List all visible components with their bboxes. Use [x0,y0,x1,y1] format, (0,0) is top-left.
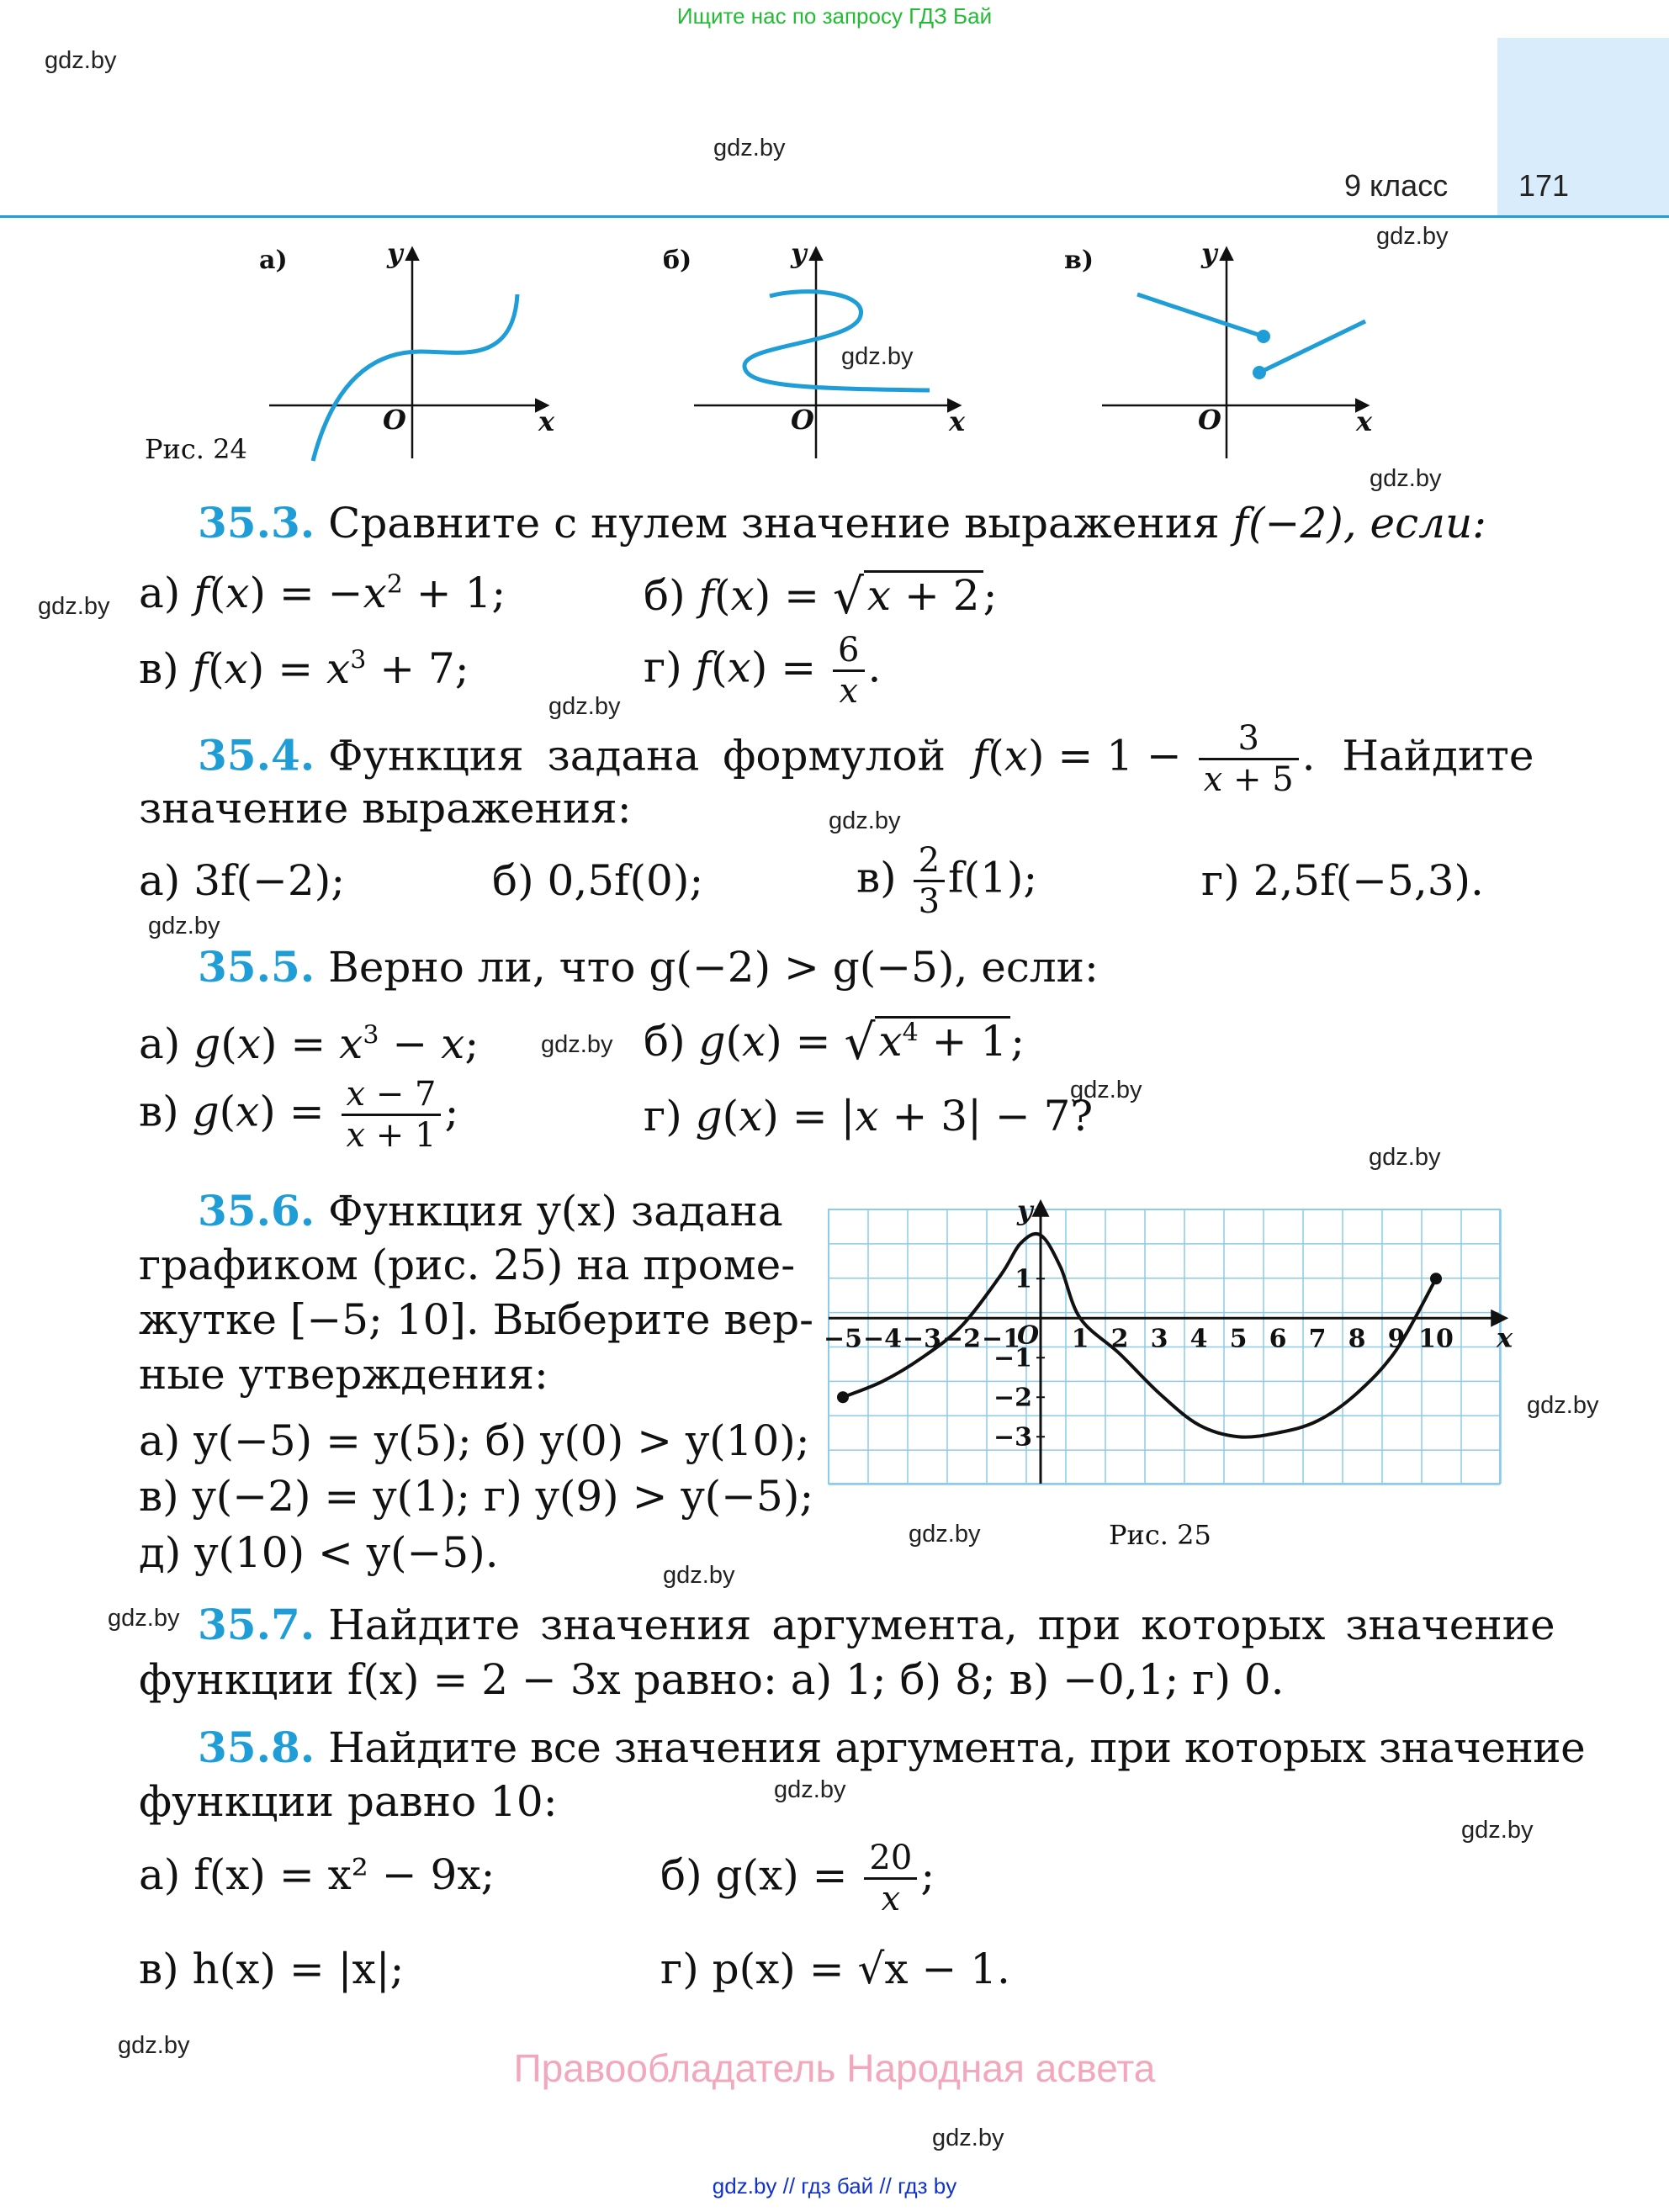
watermark: gdz.by [1461,1817,1534,1844]
watermark: gdz.by [1376,223,1449,250]
problem-35-6-opt2: в) y(−2) = y(1); г) y(9) > y(−5); [139,1472,814,1521]
problem-35-6-line4: ные утверждения: [139,1350,548,1399]
figure-24 [0,227,1669,471]
bottom-links[interactable]: gdz.by // гдз бай // гдз by [712,2173,957,2199]
problem-35-3-g: г) f(x) = $\frac{6}{x}$ . [644,631,882,711]
x-tick-label: 9 [1387,1324,1406,1354]
fig24-caption: Рис. 24 [145,433,247,465]
y-tick-label: −3 [993,1422,1032,1453]
watermark: gdz.by [118,2032,190,2059]
problem-35-7-text: Найдите значения аргумента, при которых значение [328,1601,1555,1649]
option-label: а) [139,1019,181,1068]
x-tick-label: −4 [862,1324,903,1354]
watermark: gdz.by [932,2125,1004,2151]
problem-35-5-g: г) g(x) = |x + 3| − 7? [644,1092,1094,1140]
top-banner[interactable]: Ищите нас по запросу ГДЗ Бай [676,3,993,29]
option-label: б) [644,1017,686,1066]
problem-35-6-text: Функция y(x) задана [328,1187,783,1236]
x-tick-label: 5 [1229,1324,1248,1354]
x-tick-label: 1 [1071,1324,1089,1354]
x-tick-label: −3 [902,1324,942,1354]
watermark: gdz.by [1527,1392,1599,1419]
figure-25-svg [820,1193,1513,1563]
option-label: в) [139,1087,179,1136]
problem-35-6-line3: жутке [−5; 10]. Выберите вер- [139,1295,814,1344]
fig24c-label: в) [1064,246,1094,275]
problem-35-3-heading [198,498,1486,548]
problem-35-3-a: а) $f(x) = -x^2 + 1$; [139,569,506,617]
fig24c-point-right [1253,366,1266,379]
series-endpoint [837,1391,849,1403]
header-rule [0,215,1669,218]
problem-35-8-line2: функции равно 10: [139,1777,558,1826]
problem-35-4-line2: значение выражения: [139,784,632,833]
problem-35-3-b: б) f(x) = √x + 2; [644,568,998,625]
x-tick-label: 8 [1348,1324,1366,1354]
y-tick-label: 1 [1015,1264,1032,1294]
watermark: gdz.by [1070,1077,1142,1103]
x-tick-label: 10 [1418,1324,1454,1354]
problem-35-4-heading: 35.4. Функция задана формулой f(x) = 1 − $\frac{3}{x + 5}$ . Найдите [198,719,1534,799]
option-label: б) g(x) = [660,1850,848,1900]
problem-35-4-find: Найдите [1342,731,1534,781]
figure-25 [820,1193,1513,1563]
y-tick-label: −2 [993,1383,1032,1413]
problem-35-3-text: Сравните с нулем значение выражения [328,499,1220,548]
watermark: gdz.by [548,693,621,720]
option-rest: f(1); [948,853,1038,902]
watermark: gdz.by [108,1605,180,1632]
fig24c-y-label: y [1201,237,1217,269]
watermark: gdz.by [148,913,220,939]
fig24a-y-label: y [387,237,403,269]
y-axis-label: y [1017,1194,1033,1226]
copyright-notice: Правообладатель Народная асвета [513,2046,1156,2090]
x-axis-label: x [1497,1321,1513,1354]
x-tick-label: −5 [823,1324,863,1354]
option-label: б) [644,571,686,620]
problem-35-8-v: в) h(x) = |x|; [139,1945,405,1993]
watermark: gdz.by [45,47,117,74]
watermark: gdz.by [909,1521,981,1548]
watermark: gdz.by [38,593,110,620]
fig24c-point-left [1257,330,1270,343]
problem-35-7-number: 35.7. [198,1600,315,1649]
figure-24-svg [0,227,1669,471]
problem-35-8-a: а) f(x) = x² − 9x; [139,1850,495,1899]
fig24a-label: а) [259,246,288,275]
problem-35-6-opt1: а) y(−5) = y(5); б) y(0) > y(10); [139,1416,810,1465]
fig24a-curve [313,294,517,461]
problem-35-5-a: а) $g(x) = x^3 - x$; [139,1019,480,1068]
problem-35-5-number: 35.5. [198,942,315,992]
problem-35-5-v: в) g(x) = $\frac{x - 7}{x + 1}$ ; [139,1075,459,1155]
fraction-numerator: 2 [914,841,945,882]
problem-35-4-v [856,841,1037,921]
problem-35-3-number: 35.3. [198,498,315,548]
problem-35-4-number: 35.4. [198,730,315,781]
problem-35-6-line2: графиком (рис. 25) на проме- [139,1241,796,1289]
watermark: gdz.by [1369,1144,1441,1171]
fig24b-label: б) [663,246,692,275]
problem-35-6-number: 35.6. [198,1186,315,1236]
problem-35-4-text: Функция задана формулой [328,731,946,781]
page-number: 171 [1518,168,1570,203]
fig24c-x-label: x [1356,405,1373,437]
x-tick-label: 7 [1308,1324,1327,1354]
x-tick-label: 4 [1189,1324,1208,1354]
problem-35-5-heading [198,942,1099,992]
problem-35-7-line2: функции f(x) = 2 − 3x равно: а) 1; б) 8; в) −0,1; г) 0. [139,1655,1285,1704]
fig24c-segment-right [1259,321,1365,373]
option-label: в) [139,644,179,693]
problem-35-5-text: Верно ли, что g(−2) > g(−5), если: [328,943,1099,992]
fig24c-origin: O [1198,404,1221,436]
fig24b-curve [744,292,930,390]
x-tick-label: 6 [1269,1324,1287,1354]
problem-35-4-b: б) 0,5f(0); [492,856,704,905]
fig24b-origin: O [791,404,814,436]
watermark: gdz.by [1370,465,1442,492]
watermark: gdz.by [841,343,914,370]
problem-35-7-line1 [198,1600,1555,1649]
problem-35-6-line1 [198,1186,783,1236]
problem-35-8-line1 [198,1723,1585,1772]
fig24c-segment-left [1137,294,1264,336]
option-label: г) [644,1092,682,1140]
watermark: gdz.by [663,1562,735,1589]
problem-35-3-v: в) $f(x) = x^3 + 7$; [139,644,469,693]
series-endpoint [1430,1273,1442,1284]
problem-35-3-arg: f(−2), если: [1232,499,1487,548]
problem-35-4-g: г) 2,5f(−5,3). [1201,856,1484,905]
problem-35-8-text: Найдите все значения аргумента, при которых значение [328,1723,1586,1772]
problem-35-8-number: 35.8. [198,1723,315,1772]
problem-35-8-b: б) g(x) = $\frac{20}{x}$ ; [660,1839,935,1918]
x-tick-label: 3 [1150,1324,1168,1354]
problem-35-8-g: г) p(x) = √x − 1. [660,1945,1010,1993]
fraction-numerator: 20 [864,1839,917,1880]
x-tick-label: −1 [981,1324,1021,1354]
origin-label: O [1017,1320,1040,1351]
fig25-caption: Рис. 25 [1109,1519,1211,1551]
watermark: gdz.by [774,1776,846,1803]
fraction-denominator: 3 [918,882,940,921]
watermark: gdz.by [541,1031,613,1058]
problem-35-6-opt3: д) y(10) < y(−5). [139,1528,499,1577]
option-label: в) [856,853,897,902]
fig24b-x-label: x [949,405,966,437]
grade-label: 9 класс [1344,168,1449,203]
x-tick-label: −2 [941,1324,982,1354]
problem-35-5-b: б) $g(x) = √x^4 + 1$; [644,1013,1025,1071]
fig24a-x-label: x [538,405,555,437]
fig24b-y-label: y [791,237,807,269]
y-tick-label: −1 [993,1343,1032,1373]
problem-35-4-a: а) 3f(−2); [139,856,346,905]
option-label: а) [139,569,181,617]
watermark: gdz.by [713,135,786,161]
watermark: gdz.by [829,807,901,834]
fraction-denominator: x [881,1880,901,1918]
x-tick-label: 2 [1110,1324,1129,1354]
fig24a-origin: O [383,404,406,436]
option-label: г) [644,643,682,692]
